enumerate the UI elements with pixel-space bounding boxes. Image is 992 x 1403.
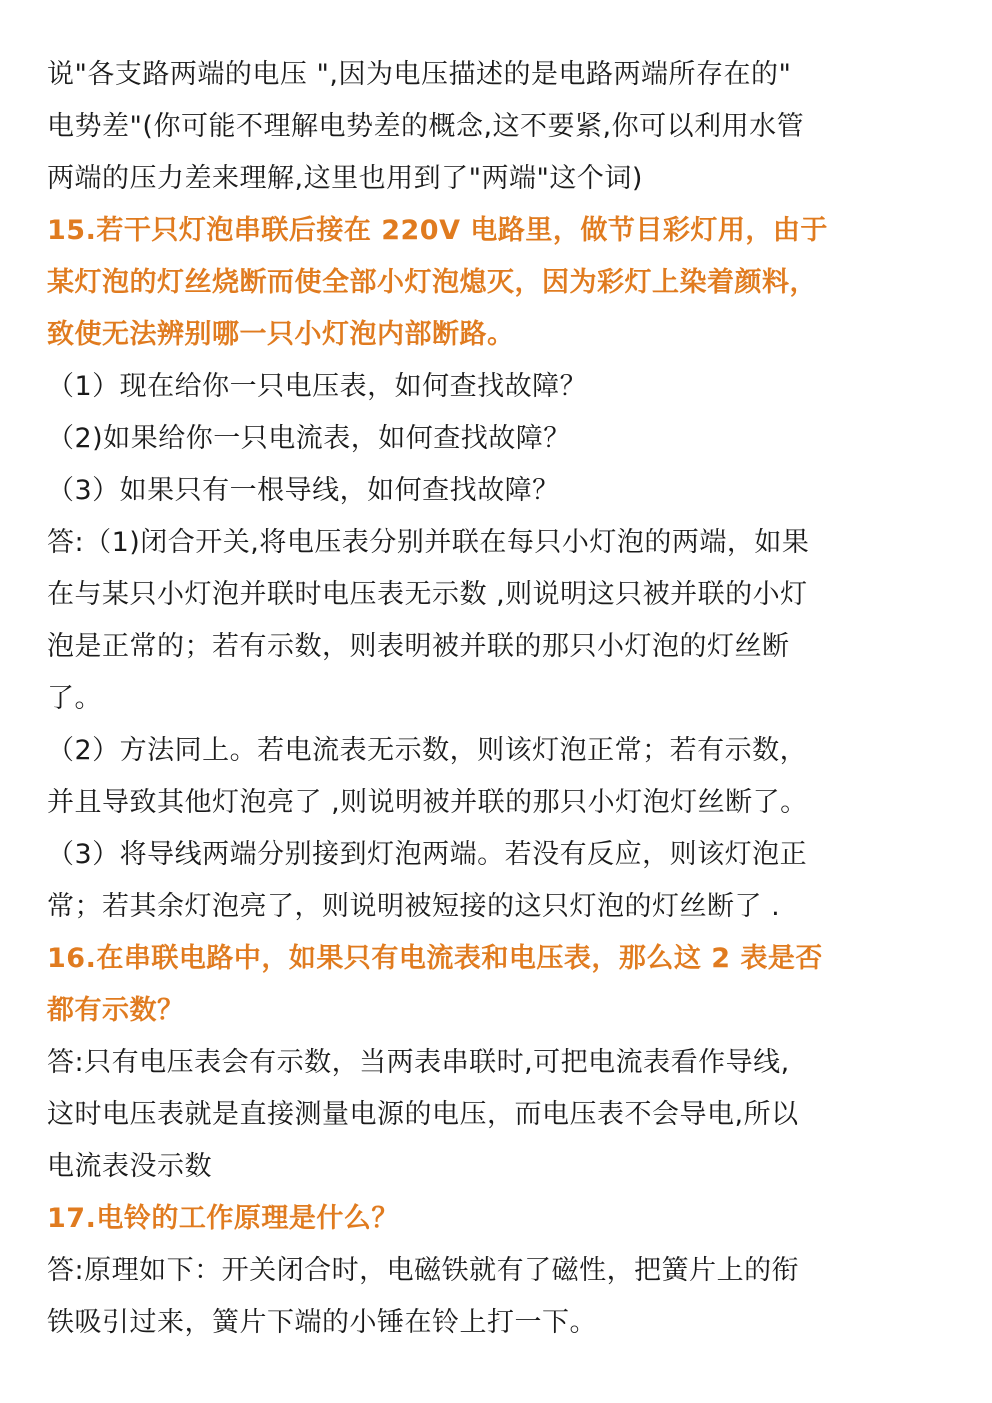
text-line: 电势差"(你可能不理解电势差的概念,这不要紧,你可以利用水管: [47, 111, 805, 142]
text-line: 了。: [47, 683, 102, 714]
document-body: [47, 49, 977, 1349]
text-line: 在与某只小灯泡并联时电压表无示数 ,则说明这只被并联的小灯: [47, 579, 808, 610]
text-line: 答:原理如下：开关闭合时，电磁铁就有了磁性，把簧片上的衔: [47, 1255, 800, 1286]
text-line: 常；若其余灯泡亮了，则说明被短接的这只灯泡的灯丝断了 .: [47, 891, 781, 922]
question-line: 17.电铃的工作原理是什么？: [47, 1203, 399, 1234]
text-line: （2)如果给你一只电流表，如何查找故障？: [47, 423, 571, 454]
question-line: 15.若干只灯泡串联后接在 220V 电路里，做节目彩灯用，由于: [47, 215, 828, 246]
text-line: （3）如果只有一根导线，如何查找故障？: [47, 475, 560, 506]
text-line: 铁吸引过来，簧片下端的小锤在铃上打一下。: [47, 1307, 597, 1338]
text-line: 说"各支路两端的电压 ",因为电压描述的是电路两端所存在的": [47, 59, 792, 90]
question-line: 16.在串联电路中，如果只有电流表和电压表，那么这 2 表是否: [47, 943, 823, 974]
text-line: （3）将导线两端分别接到灯泡两端。若没有反应，则该灯泡正: [47, 839, 808, 870]
text-line: 两端的压力差来理解,这里也用到了"两端"这个词): [47, 163, 643, 194]
text-line: 并且导致其他灯泡亮了 ,则说明被并联的那只小灯泡灯丝断了。: [47, 787, 808, 818]
text-line: 答:只有电压表会有示数，当两表串联时,可把电流表看作导线,: [47, 1047, 790, 1078]
text-line: 这时电压表就是直接测量电源的电压，而电压表不会导电,所以: [47, 1099, 799, 1130]
question-line: 某灯泡的灯丝烧断而使全部小灯泡熄灭，因为彩灯上染着颜料，: [47, 267, 817, 298]
text-line: 泡是正常的；若有示数，则表明被并联的那只小灯泡的灯丝断: [47, 631, 790, 662]
text-line: 电流表没示数: [47, 1151, 212, 1182]
question-line: 致使无法辨别哪一只小灯泡内部断路。: [47, 319, 515, 350]
text-line: （2）方法同上。若电流表无示数，则该灯泡正常；若有示数，: [47, 735, 808, 766]
text-line: （1）现在给你一只电压表，如何查找故障？: [47, 371, 588, 402]
text-line: 答:（1)闭合开关,将电压表分别并联在每只小灯泡的两端，如果: [47, 527, 810, 558]
question-line: 都有示数？: [47, 995, 185, 1026]
